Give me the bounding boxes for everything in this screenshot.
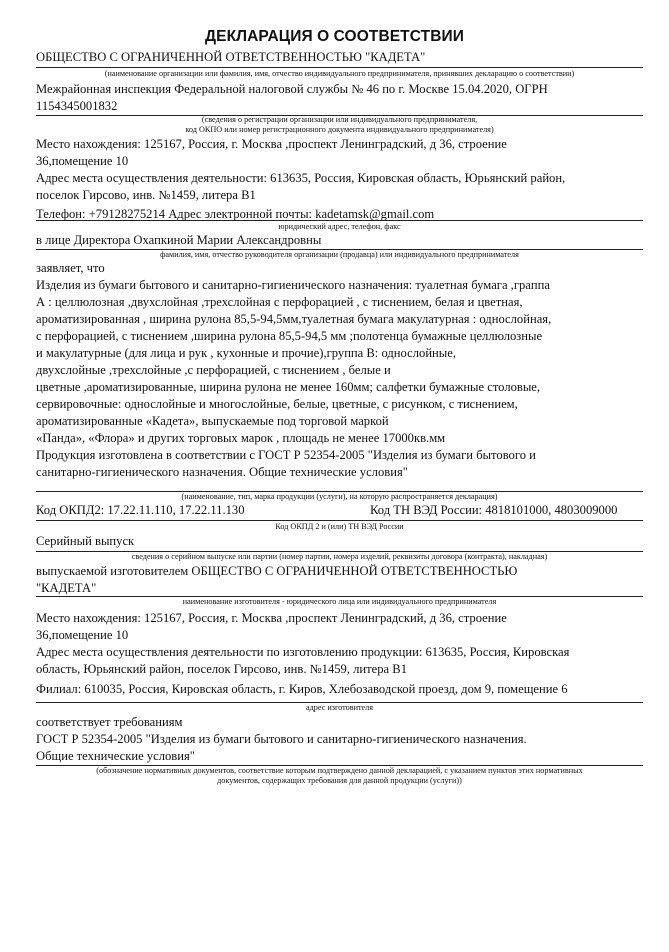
product-line: Продукция изготовлена в соответствии с ГОСТ Р 52354-2005 "Изделия из бумаги бытового и: [36, 448, 536, 462]
branch-line: Филиал: 610035, Россия, Кировская область, г. Киров, Хлебозаводской проезд, дом 9, помещение 6: [36, 682, 568, 696]
product-line: Изделия из бумаги бытового и санитарно-гигиенического назначения: туалетная бумага ,грaппа: [36, 278, 550, 292]
compliance-line: соответствует требованиям: [36, 715, 183, 729]
product-line: ароматизированная , ширина рулона 85,5-94,5мм,туалетная бумага макулатурная : однослойная,: [36, 312, 552, 326]
declares-text: заявляет, что: [36, 261, 105, 275]
manufacturer-name-caption: наименование изготовителя - юридического лица или индивидуального предпринимателя: [182, 597, 497, 606]
registration-line: Межрайонная инспекция Федеральной налоговой службы № 46 по г. Москве 15.04.2020, ОГРН: [36, 82, 548, 96]
manufacturer-name-line: выпускаемой изготовителем ОБЩЕСТВО С ОГРАНИЧЕННОЙ ОТВЕТСТВЕННОСТЬЮ: [36, 564, 518, 578]
manufacturer-address-block: [36, 610, 643, 698]
compliance-caption: (обозначение нормативных документов, соответствие которым подтверждено данной декларацией, с указанием пунктов этих нормативных документов, содержащих требования для данной продукции (услуги)): [96, 766, 583, 785]
divider: [36, 520, 643, 521]
address-line: 36,помещение 10: [36, 628, 129, 642]
address-line: 36,помещение 10: [36, 154, 129, 168]
series-text: Серийный выпуск: [36, 534, 135, 548]
applicant-name-block: [36, 49, 643, 66]
manufacturer-address-caption: адрес изготовителя: [305, 703, 374, 712]
document-title: ДЕКЛАРАЦИЯ О СООТВЕТСТВИИ: [205, 28, 464, 45]
representative-block: [36, 232, 643, 249]
address-line: Место нахождения: 125167, Россия, г. Москва ,проспект Ленинградский, д 36, строение: [36, 611, 507, 625]
product-caption: (наименование, тип, марка продукции (услуги), на которую распространяется декларация): [181, 492, 498, 501]
product-line: А : целлюлозная ,двухслойная ,трехслойная с перфорацией , с тиснением, белая и цветная,: [36, 295, 523, 309]
representative: в лице Директора Охапкиной Марии Александровны: [36, 233, 322, 247]
product-line: санитарно-гигиенического назначения. Общие технические условия": [36, 465, 408, 479]
address-line: Адрес места осуществления деятельности по изготовлению продукции: 613635, Россия, Кировская: [36, 645, 570, 659]
series-block: [36, 533, 643, 550]
address-line: Адрес места осуществления деятельности: 613635, Россия, Кировская область, Юрьянский район,: [36, 171, 566, 185]
product-line: сервировочные: однослойные и многослойные, белые, цветные, с рисунком, с тиснением,: [36, 397, 518, 411]
contact-line: Телефон: +79128275214 Адрес электронной почты: kadetamsk@gmail.com: [36, 207, 435, 221]
divider: [36, 220, 643, 221]
address-line: область, Юрьянский район, поселок Гирсово, инв. №1459, литера В1: [36, 662, 407, 676]
address-line: поселок Гирсово, инв. №1459, литера В1: [36, 188, 256, 202]
product-block: [36, 260, 643, 481]
divider: [36, 67, 643, 68]
address-caption: юридический адрес, телефон, факс: [278, 222, 401, 231]
registration-caption: (сведения о регистрации организации или индивидуального предпринимателя, код ОКПО или номер регистрационного документа индивидуального предпринимателя): [185, 115, 494, 134]
registration-block: [36, 81, 643, 115]
applicant-name-caption: (наименование организации или фамилия, имя, отчество индивидуального предпринимателя, принявших декларацию о соответствии): [104, 69, 575, 78]
applicant-address-block: [36, 136, 643, 223]
codes-caption: Код ОКПД 2 и (или) ТН ВЭД России: [275, 522, 404, 531]
compliance-line: ГОСТ Р 52354-2005 "Изделия из бумаги бытового и санитарно-гигиенического назначения.: [36, 732, 527, 746]
representative-caption: фамилия, имя, отчество руководителя организации (продавца) или индивидуального предпринимателя: [160, 250, 519, 259]
address-line: Место нахождения: 125167, Россия, г. Москва ,проспект Ленинградский, д 36, строение: [36, 137, 507, 151]
codes-row: [36, 503, 643, 520]
compliance-line: Общие технические условия": [36, 749, 195, 763]
registration-line: 1154345001832: [36, 99, 118, 113]
product-line: двухслойные ,трехслойные ,с перфорацией, с тиснением , белые и: [36, 363, 391, 377]
applicant-name: ОБЩЕСТВО С ОГРАНИЧЕННОЙ ОТВЕТСТВЕННОСТЬЮ "КАДЕТА": [36, 50, 426, 64]
okpd2-code: Код ОКПД2: 17.22.11.110, 17.22.11.130: [36, 503, 245, 517]
product-line: с перфорацией, с тиснением ,ширина рулона 85,5-94,5 мм ;полотенца бумажные целлюлозные: [36, 329, 543, 343]
compliance-block: [36, 714, 643, 765]
product-line: цветные ,ароматизированные, ширина рулона не менее 160мм; салфетки бумажные столовые,: [36, 380, 541, 394]
manufacturer-name-block: [36, 563, 643, 597]
product-line: «Панда», «Флора» и других торговых марок , площадь не менее 17000кв.мм: [36, 431, 446, 445]
manufacturer-name-line: "КАДЕТА": [36, 581, 97, 595]
product-line: ароматизированные «Кадета», выпускаемые под торговой маркой: [36, 414, 389, 428]
tnved-code: Код ТН ВЭД России: 4818101000, 4803009000: [370, 503, 618, 517]
product-line: и макулатурные (для лица и рук , кухонные и прочие),группа В: однослойные,: [36, 346, 457, 360]
series-caption: сведения о серийном выпуске или партии (номер партии, номера изделий, реквизиты договора (контракта), накладная): [131, 552, 548, 561]
